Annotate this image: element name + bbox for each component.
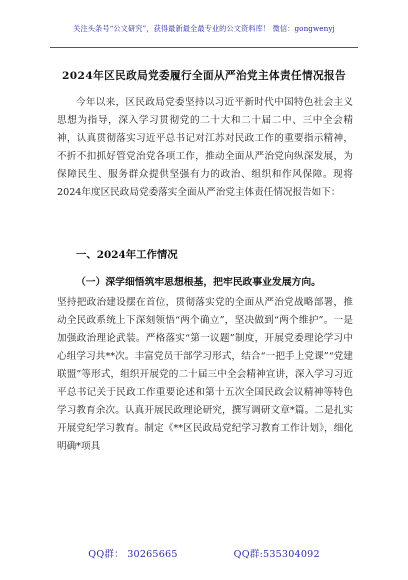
footer-contacts	[0, 546, 408, 560]
document-title: 2024年区民政局党委履行全面从严治党主体责任情况报告	[62, 70, 346, 82]
header-divider	[50, 47, 358, 48]
intro-paragraph: 今年以来，区民政局党委坚持以习近平新时代中国特色社会主义思想为指导，深入学习贯彻党的二十大和二十届二中、三中全会精神，认真贯彻落实习近平总书记对江苏对民政工作的重要指示精神，不折不扣抓好管党治党各项工作，推动全面从严治党向纵深发展，为保障民生、服务群众提供坚强有力的政治、组织和作风保障。现将2024年度区民政局党委落实全面从严治党主体责任情况报告如下：	[57, 97, 353, 198]
section-heading: 一、2024年工作情况	[76, 249, 178, 261]
body-paragraph: 坚持把政治建设摆在首位，贯彻落实党的全面从严治党战略部署，推动全民政系统上下深刻领悟“两个确立”，坚决做到“两个维护”。一是加强政治理论武装。严格落实“第一议题”制度，开展党委理论学习中心组学习共**次。丰富党员干部学习形式，结合“一把手上党课”“党建联盟”等形式，组织开展党的二十届三中全会精神宣讲，深入学习习近平总书记关于民政工作重要论述和第十五次全国民政会议精神等特色学习教育余次。认真开展民政理论研究，撰写调研文章*篇。二是扎实开展党纪学习教育。制定《**区民政局党纪学习教育工作计划》，细化明确*项具	[57, 297, 353, 452]
sub-heading: （一）深学细悟筑牢思想根基，把牢民政事业发展方向。	[76, 277, 321, 288]
footer-qq-group-2: QQ群:535304092	[233, 549, 320, 560]
header-banner: 关注头条号“公文研究”，获得最新最全最专业的公文资料库！ 微信：gongwenyj	[73, 24, 335, 33]
footer-qq-group-1: QQ群： 30265665	[88, 549, 178, 560]
